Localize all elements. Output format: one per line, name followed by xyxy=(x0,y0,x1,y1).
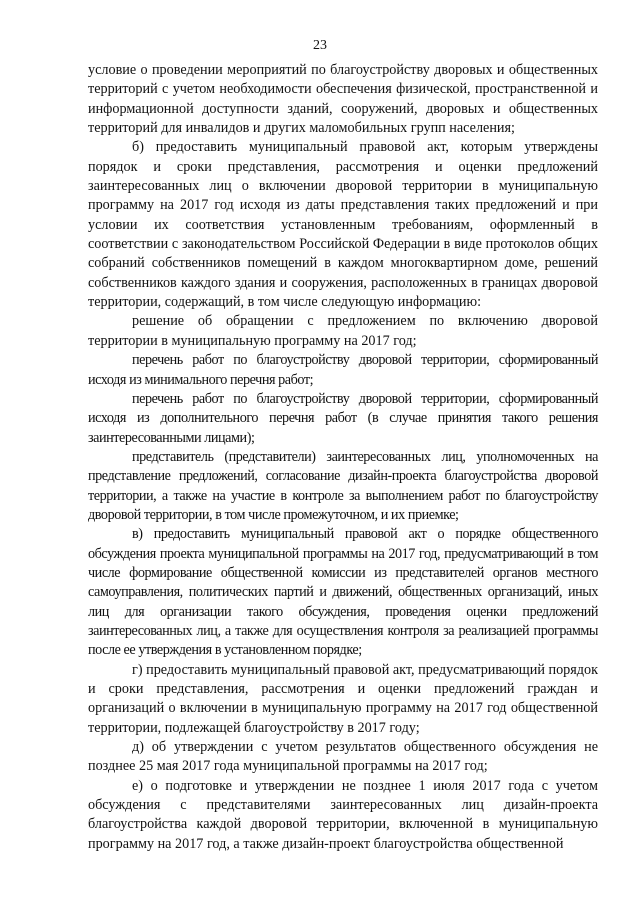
paragraph-representatives: представитель (представители) заинтересованных лиц, уполномоченных на представление предложений, согласование дизайн-проекта благоустройства дворовой территории, а также на участие в контроле за выполнением работ по благоустройству дворовой территории, в том числе промежуточном, и их приемке; xyxy=(88,448,598,523)
page-number: 23 xyxy=(313,38,327,53)
paragraph-item-e: е) о подготовке и утверждении не позднее 1 июля 2017 года с учетом обсуждения с представителями заинтересованных лиц дизайн-проекта благоустройства каждой дворовой территории, включенной в муниципальную программу на 2017 год, а также дизайн-проект благоустройства общественной xyxy=(88,777,598,852)
paragraph-item-b: б) предоставить муниципальный правовой акт, которым утверждены порядок и сроки представления, рассмотрения и оценки предложений заинтересованных лиц о включении дворовой территории в муниципальную программу на 2017 год исходя из даты представления таких предложений и при условии их соответствия установленным требованиям, оформленный в соответствии с законодательством Российской Федерации в виде протоколов общих собраний собственников помещений в каждом многоквартирном доме, решений собственников каждого здания и сооружения, расположенных в границах дворовой территории, содержащий, в том числе следующую информацию: xyxy=(88,139,598,311)
paragraph-accessibility-condition: условие о проведении мероприятий по благоустройству дворовых и общественных территорий с учетом необходимости обеспечения физической, пространственной и информационной доступности зданий, сооружений, дворовых и общественных территорий для инвалидов и других маломобильных групп населения; xyxy=(88,62,598,137)
paragraph-item-v: в) предоставить муниципальный правовой акт о порядке общественного обсуждения проекта муниципальной программы на 2017 год, предусматривающий в том числе формирование общественной комиссии из представителей органов местного самоуправления, политических партий и движений, общественных организаций, иных лиц для организации такого обсуждения, проведения оценки предложений заинтересованных лиц, а также для осуществления контроля за реализацией программы после ее утверждения в установленном порядке; xyxy=(88,526,598,659)
document-body xyxy=(88,61,598,854)
paragraph-additional-works: перечень работ по благоустройству дворовой территории, сформированный исходя из дополнительного перечня работ (в случае принятия такого решения заинтересованными лицами); xyxy=(88,390,598,446)
paragraph-decision: решение об обращении с предложением по включению дворовой территории в муниципальную программу на 2017 год; xyxy=(88,313,598,349)
paragraph-item-d: д) об утверждении с учетом результатов общественного обсуждения не позднее 25 мая 2017 года муниципальной программы на 2017 год; xyxy=(88,739,598,775)
paragraph-item-g: г) предоставить муниципальный правовой акт, предусматривающий порядок и сроки представления, рассмотрения и оценки предложений граждан и организаций о включении в муниципальную программу на 2017 год общественной территории, подлежащей благоустройству в 2017 году; xyxy=(88,661,598,736)
paragraph-minimal-works: перечень работ по благоустройству дворовой территории, сформированный исходя из минимального перечня работ; xyxy=(88,352,598,388)
